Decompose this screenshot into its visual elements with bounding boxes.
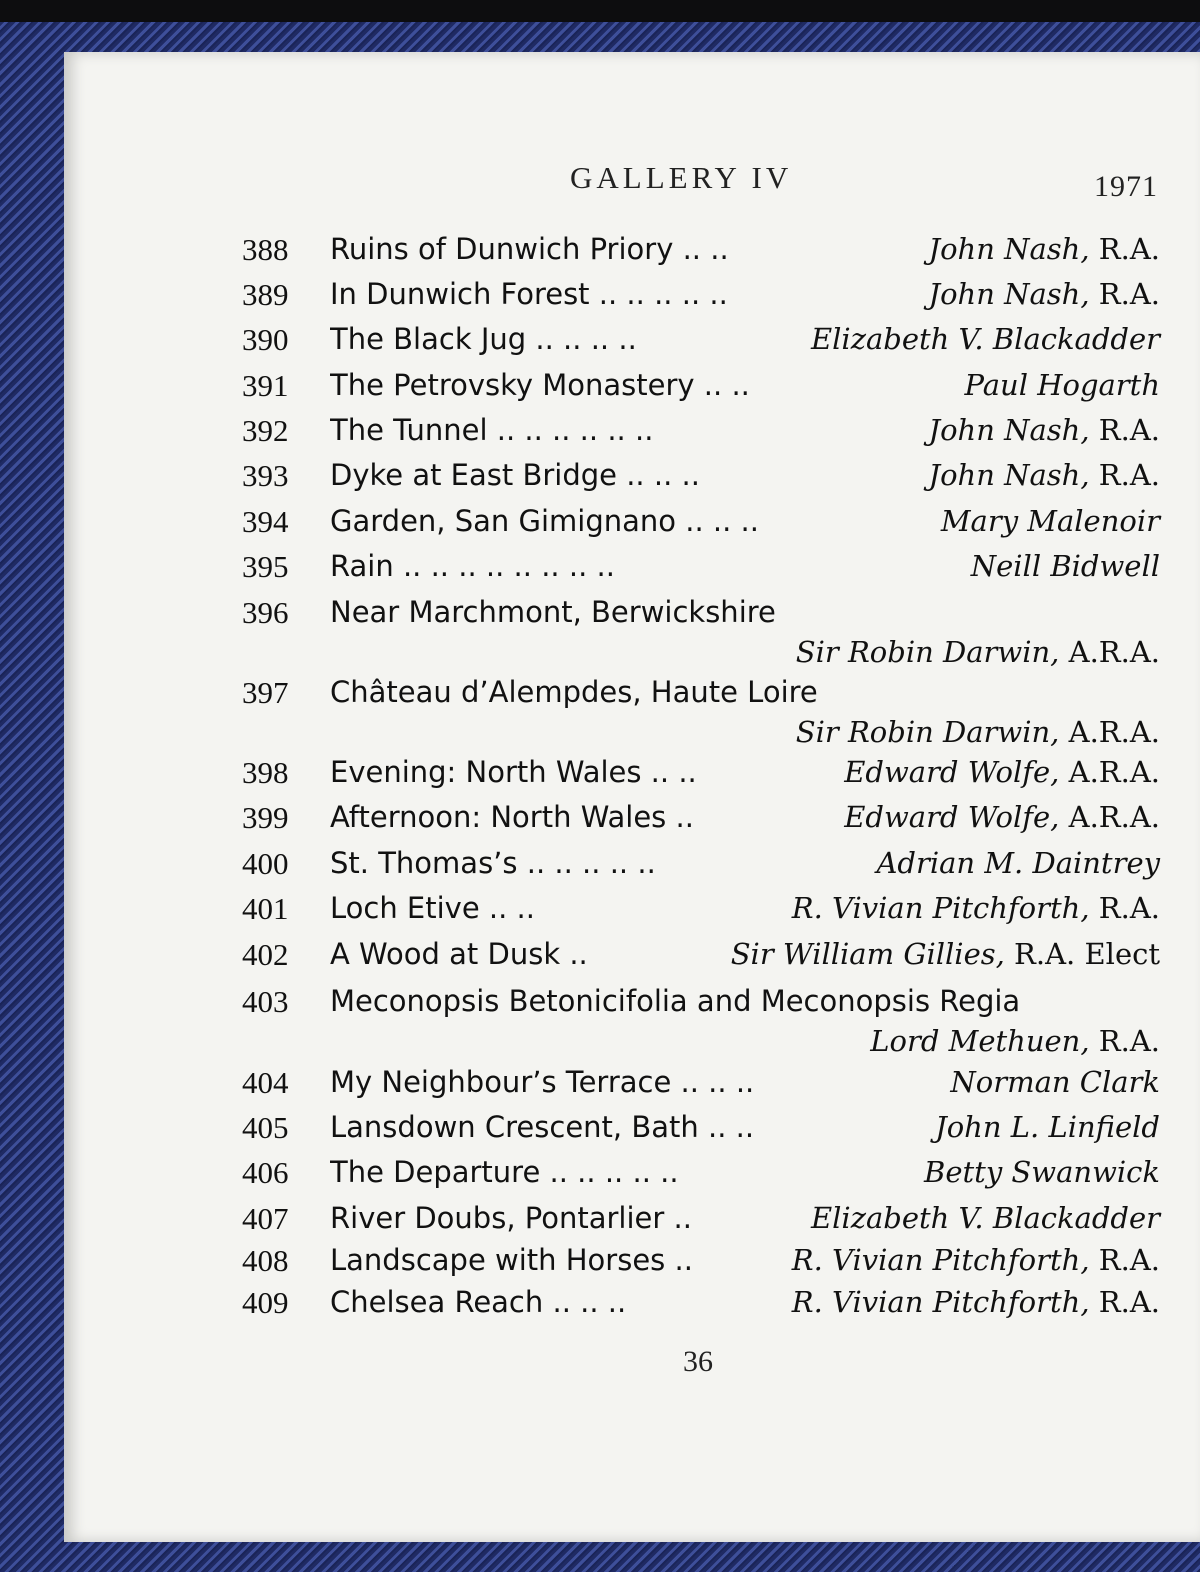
entry-title: Landscape with Horses .. (330, 1243, 693, 1277)
list-item (0, 595, 1200, 669)
entry-number: 390 (242, 322, 289, 357)
entry-title: The Petrovsky Monastery .. .. (330, 368, 750, 402)
artist-name: John Nash, (928, 413, 1090, 447)
artist-name: Neill Bidwell (970, 549, 1160, 583)
entry-title: Ruins of Dunwich Priory .. .. (330, 232, 729, 266)
artist-suffix: R.A. (1089, 891, 1160, 925)
entry-number: 397 (242, 675, 289, 710)
gallery-heading: GALLERY IV (570, 160, 793, 195)
entry-title: Rain .. .. .. .. .. .. .. .. (330, 549, 615, 583)
entry-artist (928, 232, 1160, 266)
artist-suffix: R.A. (1089, 1285, 1160, 1319)
entry-number: 389 (242, 277, 289, 312)
entry-artist (870, 1024, 1160, 1058)
list-item (0, 277, 1200, 317)
artist-name: Elizabeth V. Blackadder (810, 322, 1160, 356)
list-item (0, 413, 1200, 453)
entry-title: Loch Etive .. .. (330, 891, 535, 925)
artist-name: John Nash, (928, 232, 1090, 266)
entry-number: 401 (242, 891, 289, 926)
list-item (0, 458, 1200, 498)
artist-suffix: R.A. (1089, 232, 1160, 266)
entry-title: Dyke at East Bridge .. .. .. (330, 458, 700, 492)
entry-number: 406 (242, 1155, 289, 1190)
entry-title: A Wood at Dusk .. (330, 937, 588, 971)
entry-number: 392 (242, 413, 289, 448)
entry-number: 408 (242, 1243, 289, 1278)
list-item (0, 755, 1200, 795)
entry-artist (924, 1155, 1160, 1189)
entry-title: Afternoon: North Wales .. (330, 800, 694, 834)
entry-number: 399 (242, 800, 289, 835)
list-item (0, 1110, 1200, 1150)
artist-name: Mary Malenoir (940, 504, 1160, 538)
entry-number: 404 (242, 1065, 289, 1100)
artist-suffix: A.R.A. (1059, 800, 1160, 834)
artist-suffix: R.A. (1089, 458, 1160, 492)
entry-number: 388 (242, 232, 289, 267)
artist-suffix: A.R.A. (1059, 715, 1160, 749)
year-label: 1971 (1094, 170, 1158, 203)
entry-artist (811, 1201, 1160, 1235)
entry-title: In Dunwich Forest .. .. .. .. .. (330, 277, 728, 311)
list-item (0, 549, 1200, 589)
entry-artist (796, 635, 1160, 669)
entry-artist (928, 413, 1160, 447)
list-item (0, 1065, 1200, 1105)
artist-name: Betty Swanwick (924, 1155, 1160, 1189)
list-item (0, 322, 1200, 362)
artist-name: Sir Robin Darwin, (795, 635, 1060, 669)
entry-artist (941, 504, 1160, 538)
list-item (0, 984, 1200, 1058)
entry-title: The Black Jug .. .. .. .. (330, 322, 637, 356)
entry-title: St. Thomas’s .. .. .. .. .. (330, 846, 656, 880)
artist-name: Sir William Gillies, (730, 937, 1005, 971)
artist-name: Paul Hogarth (964, 368, 1160, 402)
entry-title: The Tunnel .. .. .. .. .. .. (330, 413, 654, 447)
artist-name: Edward Wolfe, (844, 755, 1060, 789)
entry-number: 402 (242, 937, 289, 972)
entry-artist (965, 368, 1160, 402)
entry-artist (844, 800, 1160, 834)
entry-artist (844, 755, 1160, 789)
entry-number: 398 (242, 755, 289, 790)
entry-title: Lansdown Crescent, Bath .. .. (330, 1110, 755, 1144)
entry-number: 395 (242, 549, 289, 584)
entry-number: 405 (242, 1110, 289, 1145)
list-item (0, 937, 1200, 977)
artist-name: R. Vivian Pitchforth, (791, 1243, 1090, 1277)
entry-title: The Departure .. .. .. .. .. (330, 1155, 679, 1189)
entry-number: 393 (242, 458, 289, 493)
entry-artist (796, 715, 1160, 749)
entry-artist (792, 1243, 1160, 1277)
artist-suffix: R.A. (1089, 1243, 1160, 1277)
entry-artist (928, 277, 1160, 311)
artist-name: Lord Methuen, (870, 1024, 1090, 1058)
list-item (0, 1243, 1200, 1283)
entry-artist (792, 891, 1160, 925)
entry-artist (935, 1110, 1160, 1144)
artist-name: R. Vivian Pitchforth, (791, 1285, 1090, 1319)
list-item (0, 846, 1200, 886)
entry-title: Near Marchmont, Berwickshire (330, 595, 776, 629)
entry-number: 396 (242, 595, 289, 630)
entry-artist (811, 322, 1160, 356)
list-item (0, 1201, 1200, 1241)
entry-number: 400 (242, 846, 289, 881)
entry-title: Château d’Alempdes, Haute Loire (330, 675, 818, 709)
entry-artist (731, 937, 1160, 971)
artist-name: John Nash, (928, 458, 1090, 492)
entry-number: 391 (242, 368, 289, 403)
artist-suffix: R.A. (1089, 1024, 1160, 1058)
artist-suffix: A.R.A. (1059, 635, 1160, 669)
artist-suffix: A.R.A. (1059, 755, 1160, 789)
entry-title: Meconopsis Betonicifolia and Meconopsis Regia (330, 984, 1021, 1018)
artist-name: Edward Wolfe, (844, 800, 1060, 834)
artist-name: John Nash, (928, 277, 1090, 311)
list-item (0, 800, 1200, 840)
entry-artist (876, 846, 1160, 880)
entry-number: 403 (242, 984, 289, 1019)
entry-title: Garden, San Gimignano .. .. .. (330, 504, 759, 538)
artist-name: Elizabeth V. Blackadder (810, 1201, 1160, 1235)
entry-number: 394 (242, 504, 289, 539)
artist-name: R. Vivian Pitchforth, (791, 891, 1090, 925)
list-item (0, 232, 1200, 272)
list-item (0, 1155, 1200, 1195)
list-item (0, 891, 1200, 931)
list-item (0, 368, 1200, 408)
list-item (0, 504, 1200, 544)
entry-artist (792, 1285, 1160, 1319)
entry-artist (971, 549, 1160, 583)
entry-title: River Doubs, Pontarlier .. (330, 1201, 692, 1235)
entry-title: Chelsea Reach .. .. .. (330, 1285, 627, 1319)
artist-suffix: R.A. Elect (1004, 937, 1160, 971)
artist-name: Adrian M. Daintrey (876, 846, 1160, 880)
entry-number: 409 (242, 1285, 289, 1320)
artist-name: John L. Linfield (935, 1110, 1160, 1144)
artist-suffix: R.A. (1089, 413, 1160, 447)
list-item (0, 675, 1200, 749)
page-number: 36 (683, 1345, 713, 1378)
entry-title: Evening: North Wales .. .. (330, 755, 697, 789)
entry-number: 407 (242, 1201, 289, 1236)
artist-name: Norman Clark (950, 1065, 1160, 1099)
artist-name: Sir Robin Darwin, (795, 715, 1060, 749)
artist-suffix: R.A. (1089, 277, 1160, 311)
entry-title: My Neighbour’s Terrace .. .. .. (330, 1065, 755, 1099)
list-item (0, 1285, 1200, 1325)
entry-artist (928, 458, 1160, 492)
entry-artist (950, 1065, 1160, 1099)
